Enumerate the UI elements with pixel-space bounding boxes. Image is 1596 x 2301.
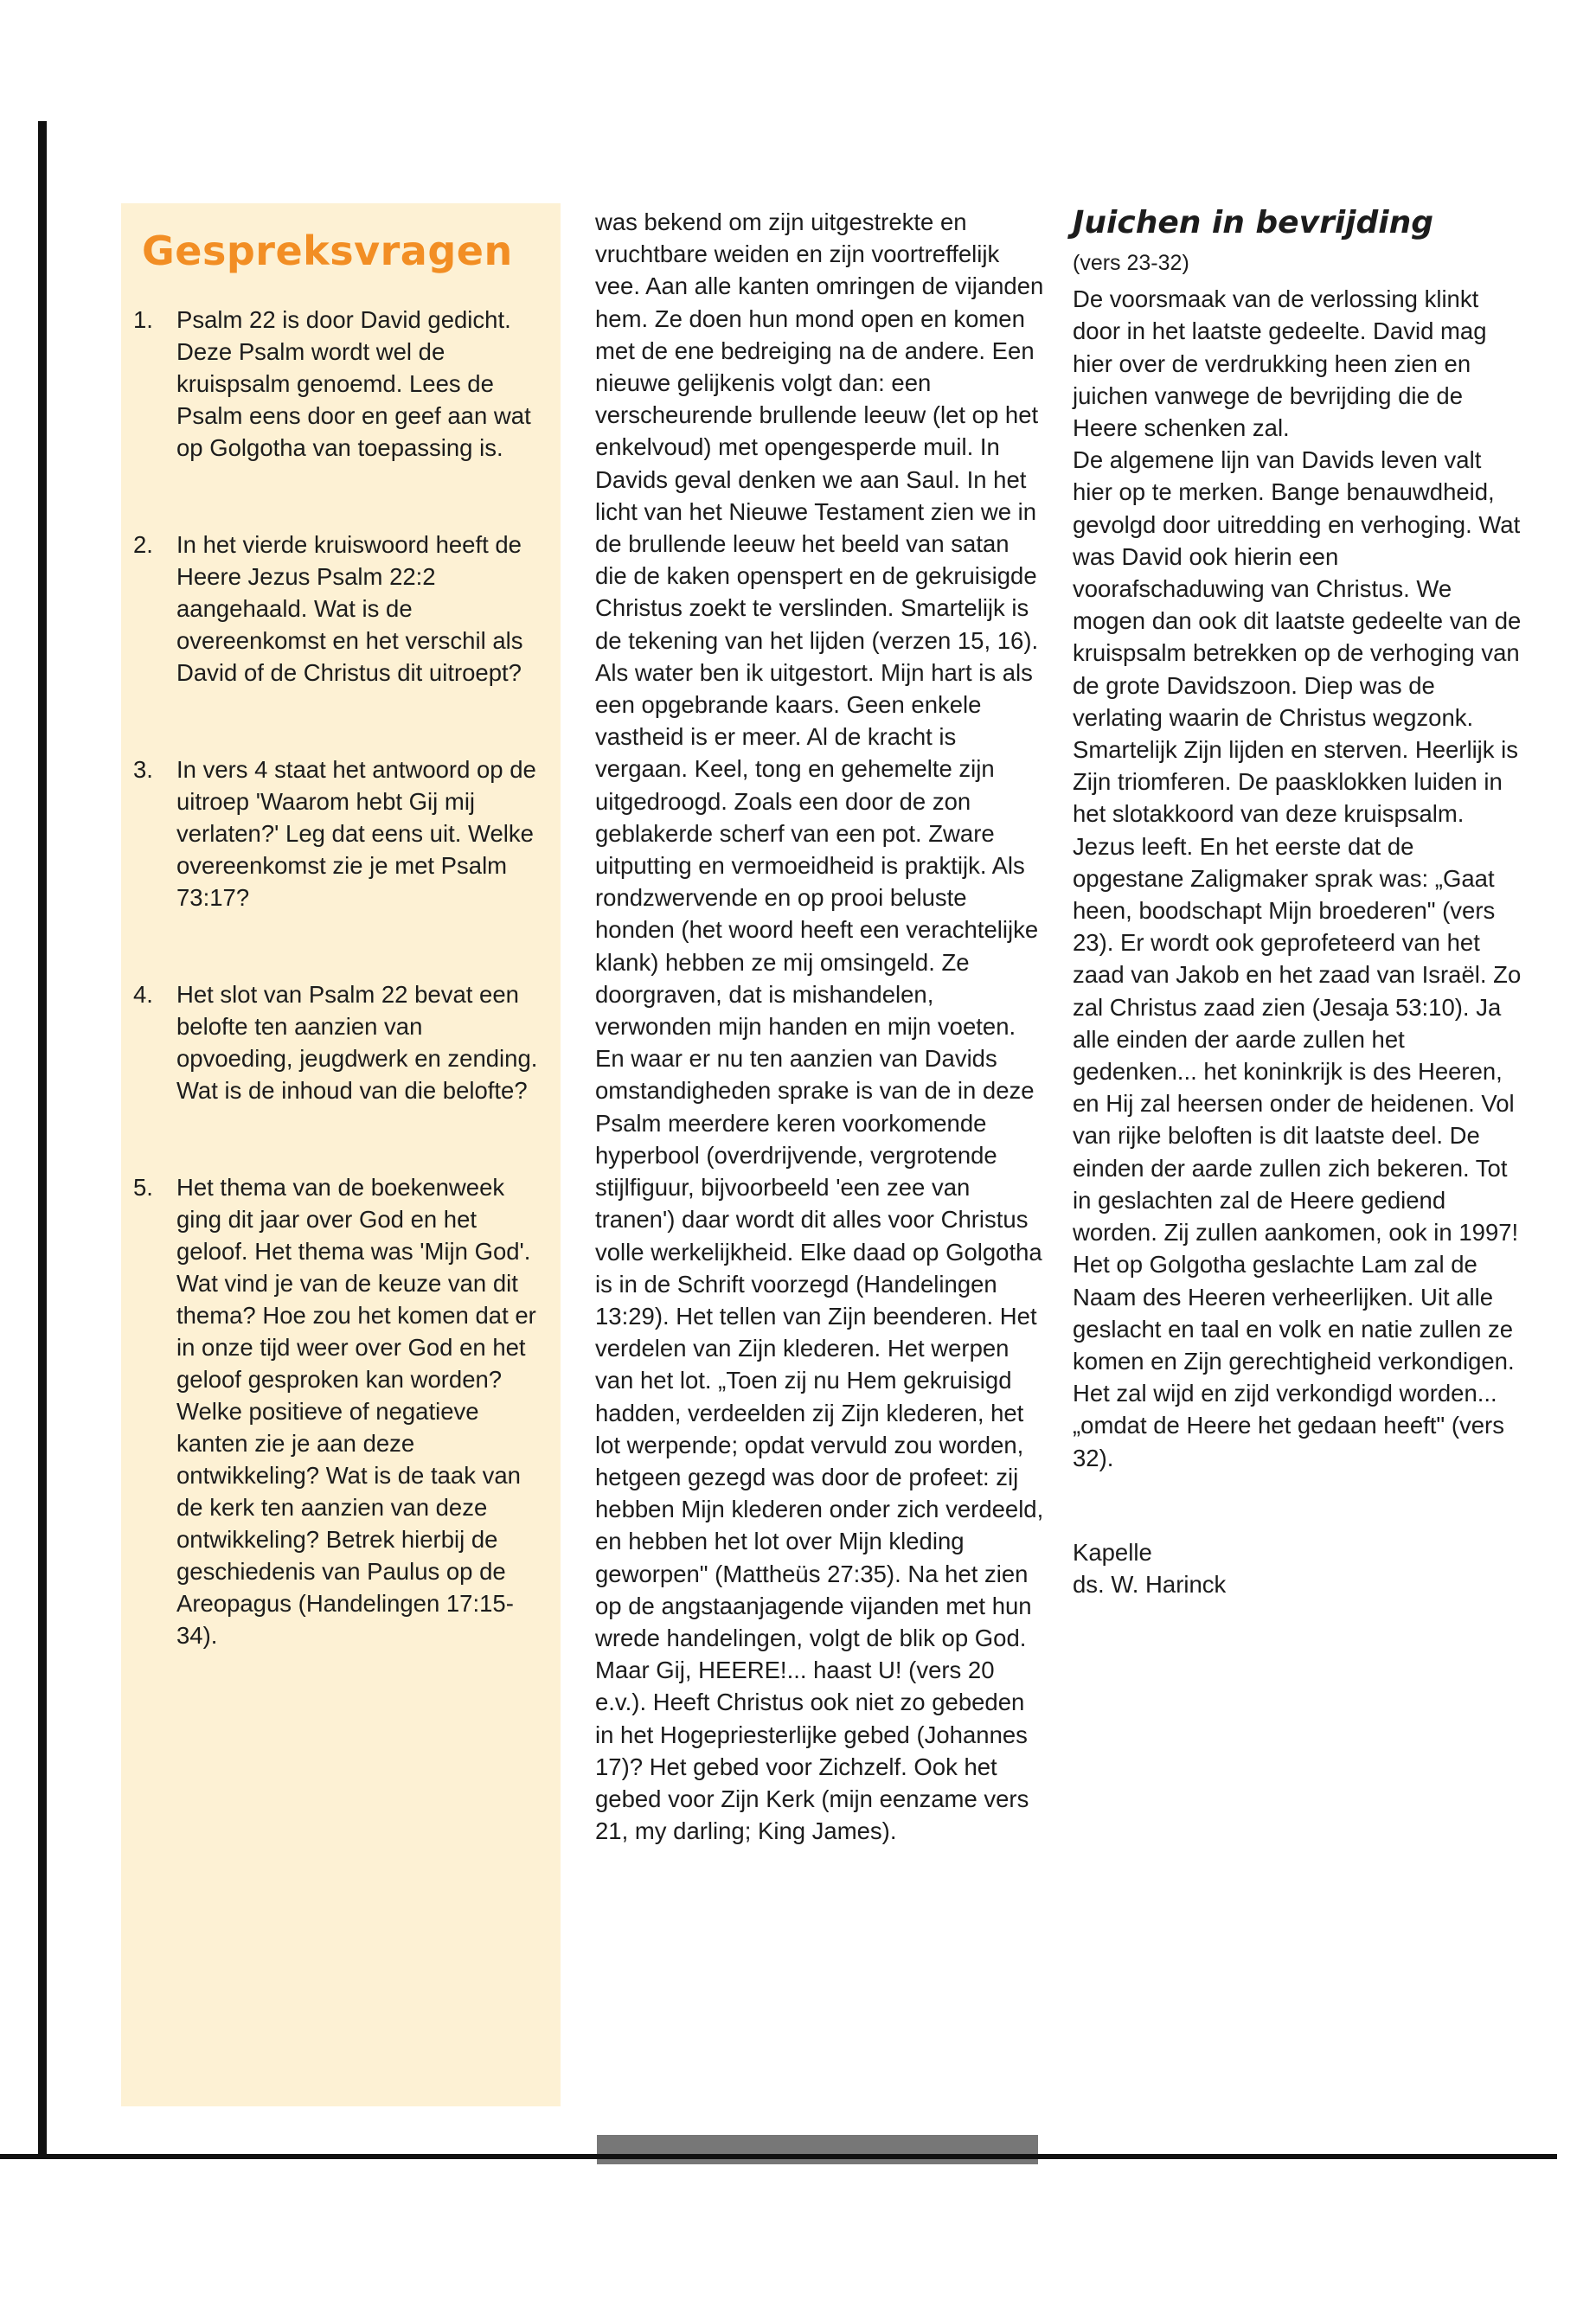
article-paragraph: was bekend om zijn uitgestrekte en vruchtbare weiden en zijn voortreffelijk vee. Aan alle kanten omringen de vijanden hem. Ze doen hun mond open en komen met de ene bedreiging na de andere. Een nieuwe gelijkenis volgt dan: een verscheurende brullende leeuw (let op het enkelvoud) met opengesperde muil. In Davids geval denken we aan Saul. In het licht van het Nieuwe Testament zien we in de brullende leeuw het beeld van satan die de kaken openspert en de gekruisigde Christus zoekt te verslinden. Smartelijk is de tekening van het lijden (verzen 15, 16). Als water ben ik uitgestort. Mijn hart is als een opgebrande kaars. Geen enkele vastheid is er meer. Al de kracht is vergaan. Keel, tong en gehemelte zijn uitgedroogd. Zoals een door de zon geblakerde scherf van een pot. Zware uitputting en vermoeidheid is praktijk. Als rondzwervende en op prooi beluste honden (het woord heeft een verachtelijke klank) hebben ze mij omsingeld. Ze doorgraven, dat is mishandelen, verwonden mijn handen en mijn voeten. En waar er nu ten aanzien van Davids omstandigheden sprake is van de in deze Psalm meerdere keren voorkomende hyperbool (overdrijvende, vergrotende stijlfiguur, bijvoorbeeld 'een zee van tranen') daar wordt dit alles voor Christus volle werkelijkheid. Elke daad op Golgotha is in de Schrift voorzegd (Handelingen 13:29). Het tellen van Zijn beenderen. Het verdelen van Zijn klederen. Het werpen van het lot. „Toen zij nu Hem gekruisigd hadden, verdeelden zij Zijn klederen, het lot werpende; opdat vervuld zou worden, hetgeen gezegd was door de profeet: zij hebben Mijn klederen onder zich verdeeld, en hebben het lot over Mijn kleding geworpen" (Mattheüs 27:35). Na het zien op de angstaanjagende vijanden met hun wrede handelingen, volgt de blik op God. Maar Gij, HEERE!... haast U! (vers 20 e.v.). Heeft Christus ook niet zo gebeden in het Hogepriesterlijke gebed (Johannes 17)? Het gebed voor Zichzelf. Ook het gebed voor Zijn Kerk (mijn eenzame vers 21, my darling; King James). bbox=[595, 208, 1044, 1845]
question-number: 3. bbox=[133, 756, 153, 783]
article-column-right bbox=[1073, 206, 1522, 1600]
footer-bar bbox=[597, 2135, 1038, 2164]
discussion-questions-box bbox=[121, 203, 561, 2106]
sidebar-title: Gespreksvragen bbox=[142, 228, 513, 274]
question-number: 1. bbox=[133, 306, 153, 333]
author-name: ds. W. Harinck bbox=[1073, 1570, 1227, 1598]
section-heading: Juichen in bevrijding bbox=[1073, 205, 1434, 240]
question-text: In vers 4 staat het antwoord op de uitroep 'Waarom hebt Gij mij verlaten?' Leg dat eens uit. Welke overeenkomst zie je met Psalm 73:17? bbox=[176, 756, 536, 911]
question-item bbox=[133, 753, 543, 913]
question-text: Het thema van de boekenweek ging dit jaar over God en het geloof. Het thema was 'Mijn God'. Wat vind je van de keuze van dit thema? Hoe zou het komen dat er in onze tijd weer over God en het geloof gesproken kan worden? Welke positieve of negatieve kanten zie je aan deze ontwikkeling? Wat is de taak van de kerk ten aanzien van deze ontwikkeling? Betrek hierbij de geschiedenis van Paulus op de Areopagus (Handelingen 17:15-34). bbox=[176, 1174, 536, 1649]
page-edge-bottom bbox=[0, 2154, 1557, 2159]
question-text: In het vierde kruiswoord heeft de Heere Jezus Psalm 22:2 aangehaald. Wat is de overeenkomst en het verschil als David of de Christus dit uitroept? bbox=[176, 531, 523, 686]
question-item bbox=[133, 1171, 543, 1651]
question-text: Het slot van Psalm 22 bevat een belofte ten aanzien van opvoeding, jeugdwerk en zending. Wat is de inhoud van die belofte? bbox=[176, 981, 538, 1104]
question-item bbox=[133, 978, 543, 1106]
question-text: Psalm 22 is door David gedicht. Deze Psalm wordt wel de kruispsalm genoemd. Lees de Psalm eens door en geef aan wat op Golgotha van toepassing is. bbox=[176, 306, 531, 461]
question-number: 4. bbox=[133, 981, 153, 1008]
author-place: Kapelle bbox=[1073, 1538, 1152, 1566]
article-column-middle bbox=[595, 206, 1045, 1847]
page-edge-left bbox=[38, 121, 47, 2154]
question-number: 5. bbox=[133, 1174, 153, 1201]
question-number: 2. bbox=[133, 531, 153, 558]
question-item bbox=[133, 304, 543, 464]
article-paragraph: De voorsmaak van de verlossing klinkt door in het laatste gedeelte. David mag hier over de verdrukking heen zien en juichen vanwege de bevrijding die de Heere schenken zal. bbox=[1073, 285, 1487, 442]
section-subheading: (vers 23-32) bbox=[1073, 251, 1189, 275]
question-item bbox=[133, 529, 543, 689]
article-paragraph: De algemene lijn van Davids leven valt hier op te merken. Bange benauwdheid, gevolgd door uitredding en verhoging. Wat was David ook hierin een voorafschaduwing van Christus. We mogen dan ook dit laatste gedeelte van de kruispsalm betrekken op de verhoging van de grote Davidszoon. Diep was de verlating waarin de Christus wegzonk. Smartelijk Zijn lijden en sterven. Heerlijk is Zijn triomferen. De paasklokken luiden in het slotakkoord van deze kruispsalm. Jezus leeft. En het eerste dat de opgestane Zaligmaker sprak was: „Gaat heen, boodschapt Mijn broederen" (vers 23). Er wordt ook geprofeteerd van het zaad van Jakob en het zaad van Israël. Zo zal Christus zaad zien (Jesaja 53:10). Ja alle einden der aarde zullen het gedenken... het koninkrijk is des Heeren, en Hij zal heersen onder de heidenen. Vol van rijke beloften is dit laatste deel. De einden der aarde zullen zich bekeren. Tot in geslachten zal de Heere gediend worden. Zij zullen aankomen, ook in 1997! Het op Golgotha geslachte Lam zal de Naam des Heeren verheerlijken. Uit alle geslacht en taal en volk en natie zullen ze komen en Zijn gerechtigheid verkondigen. Het zal wijd en zijd verkondigd worden... „omdat de Heere het gedaan heeft" (vers 32). bbox=[1073, 446, 1522, 1471]
author-signature bbox=[1073, 1536, 1522, 1600]
